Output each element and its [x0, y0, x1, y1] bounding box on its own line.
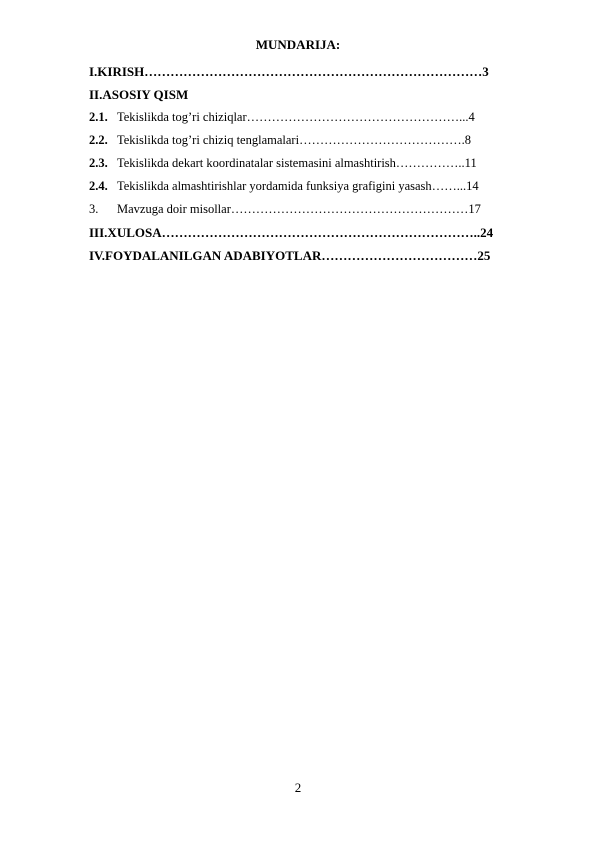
toc-entry-number: 3.	[89, 202, 99, 216]
toc-entry-2-2[interactable]	[89, 129, 529, 152]
toc-entry-leader: ……………………………………………………………………	[144, 64, 483, 79]
toc-entry-page: 8	[464, 133, 471, 147]
toc-entry-label: Tekislikda tog’ri chiziqlar	[117, 110, 247, 124]
toc-entry-label: Tekislikda tog’ri chiziq tenglamalari	[117, 133, 300, 147]
toc-entry-label: III.XULOSA	[89, 225, 162, 240]
toc-title: MUNDARIJA:	[255, 37, 341, 52]
table-of-contents	[89, 60, 529, 267]
toc-entry-number: 2.4.	[89, 179, 108, 193]
toc-entry-page: 17	[468, 202, 481, 216]
toc-entry-page: 11	[464, 156, 477, 170]
toc-entry-leader: ……………..	[395, 156, 465, 170]
toc-entry-label: Tekislikda dekart koordinatalar sistemasini almashtirish	[117, 156, 396, 170]
toc-entry-kirish[interactable]	[89, 60, 529, 83]
toc-entry-2-4[interactable]	[89, 175, 529, 198]
toc-entry-label: IV.FOYDALANILGAN ADABIYOTLAR	[89, 248, 322, 263]
toc-entry-2-1[interactable]	[89, 106, 529, 129]
toc-entry-asosiy-qism[interactable]	[89, 83, 529, 106]
toc-entry-page: 14	[466, 179, 479, 193]
toc-entry-3[interactable]	[89, 198, 529, 221]
toc-entry-page: 24	[480, 225, 494, 240]
toc-entry-label: Tekislikda almashtirishlar yordamida funksiya grafigini yasash	[117, 179, 432, 193]
toc-entry-adabiyotlar[interactable]	[89, 244, 529, 267]
toc-entry-number: 2.2.	[89, 133, 108, 147]
toc-entry-page: 3	[482, 64, 489, 79]
toc-entry-leader: ………………………………………………………………..	[161, 225, 481, 240]
toc-entry-label: I.KIRISH	[89, 64, 145, 79]
toc-entry-leader: …………………………………………………	[230, 202, 469, 216]
toc-entry-number: 2.1.	[89, 110, 108, 124]
toc-entry-page: 4	[468, 110, 475, 124]
toc-entry-number: 2.3.	[89, 156, 108, 170]
toc-entry-leader: ………………………………….	[299, 133, 465, 147]
toc-entry-2-3[interactable]	[89, 152, 529, 175]
toc-entry-xulosa[interactable]	[89, 221, 529, 244]
toc-entry-label: II.ASOSIY QISM	[89, 87, 189, 102]
toc-entry-label: Mavzuga doir misollar	[117, 202, 231, 216]
page-number: 2	[294, 780, 302, 795]
toc-entry-leader: ……………………………………………...	[246, 110, 469, 124]
toc-entry-page: 25	[477, 248, 491, 263]
toc-entry-leader: ……...	[431, 179, 467, 193]
toc-entry-leader: ………………………………	[321, 248, 478, 263]
